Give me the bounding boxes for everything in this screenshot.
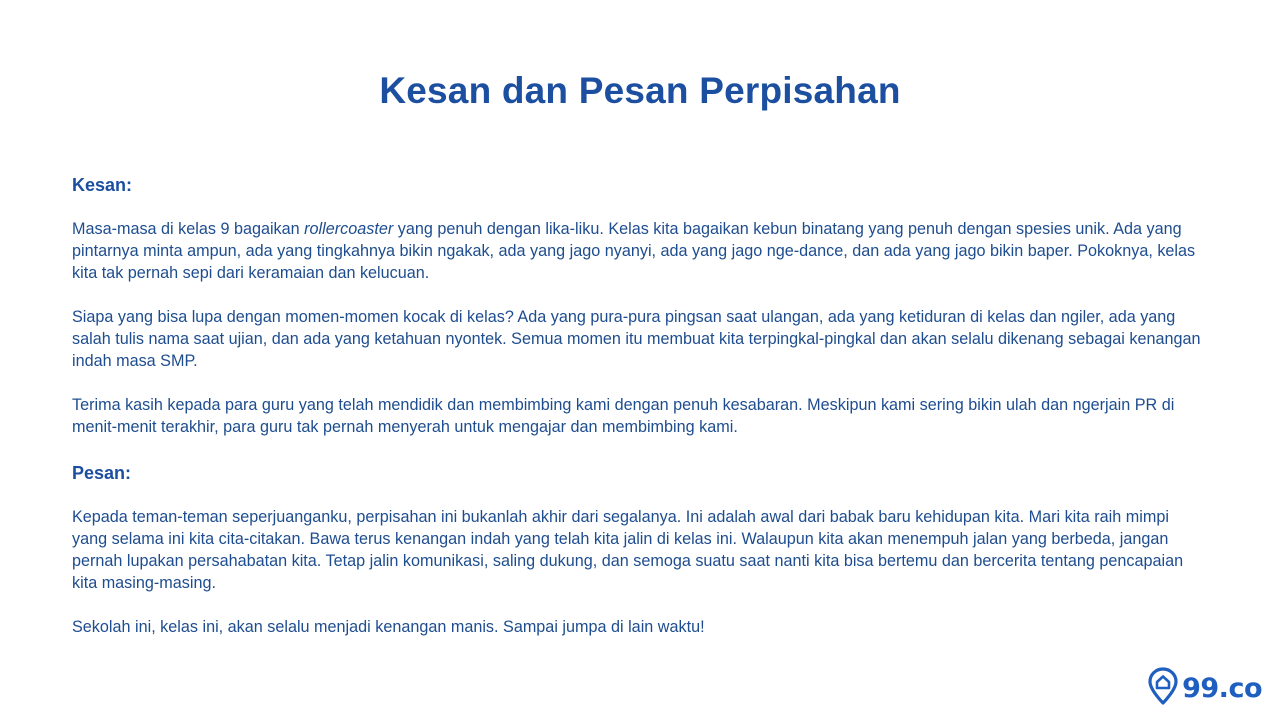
kesan-p1-italic: rollercoaster: [304, 220, 394, 238]
kesan-paragraph-2: Siapa yang bisa lupa dengan momen-momen kocak di kelas? Ada yang pura-pura pingsan saat ulangan, ada yang ketiduran di kelas dan ngiler, ada yang salah tulis nama saat ujian, dan ada yang ketahuan nyontek. Semua momen itu membuat kita terpingkal-pingkal dan akan selalu dikenang sebagai kenangan indah masa SMP.: [72, 308, 1201, 370]
location-pin-icon: [1148, 667, 1178, 710]
document-body: [72, 172, 1208, 638]
pesan-paragraph-2: Sekolah ini, kelas ini, akan selalu menjadi kenangan manis. Sampai jumpa di lain waktu!: [72, 618, 705, 636]
kesan-paragraph-1: [72, 218, 1208, 284]
page-title: Kesan dan Pesan Perpisahan: [379, 70, 901, 111]
kesan-p1-text-before: Masa-masa di kelas 9 bagaikan: [72, 220, 305, 238]
pesan-paragraph-1: Kepada teman-teman seperjuanganku, perpisahan ini bukanlah akhir dari segalanya. Ini adalah awal dari babak baru kehidupan kita. Mari kita raih mimpi yang selama ini kita cita-citakan. Bawa terus kenangan indah yang telah kita jalin di kelas ini. Walaupun kita akan menempuh jalan yang berbeda, jangan pernah lupakan persahabatan kita. Tetap jalin komunikasi, saling dukung, dan semoga suatu saat nanti kita bisa bertemu dan bercerita tentang pencapaian kita masing-masing.: [72, 508, 1184, 592]
kesan-p1-text-after: yang penuh dengan lika-liku. Kelas kita bagaikan kebun binatang yang penuh dengan spesies unik. Ada yang pintarnya minta ampun, ada yang tingkahnya bikin ngakak, ada yang jago nyanyi, ada yang jago nge-dance, dan ada yang jago bikin baper. Pokoknya, kelas kita tak pernah sepi dari keramaian dan kelucuan.: [72, 220, 1196, 282]
kesan-heading: Kesan:: [72, 175, 133, 195]
kesan-paragraph-3: Terima kasih kepada para guru yang telah mendidik dan membimbing kami dengan penuh kesabaran. Meskipun kami sering bikin ulah dan ngerjain PR di menit-menit terakhir, para guru tak pernah menyerah untuk mengajar dan membimbing kami.: [72, 396, 1175, 436]
logo-text: 99.co: [1182, 673, 1262, 704]
brand-logo: [1148, 667, 1262, 710]
pesan-heading: Pesan:: [72, 463, 132, 483]
